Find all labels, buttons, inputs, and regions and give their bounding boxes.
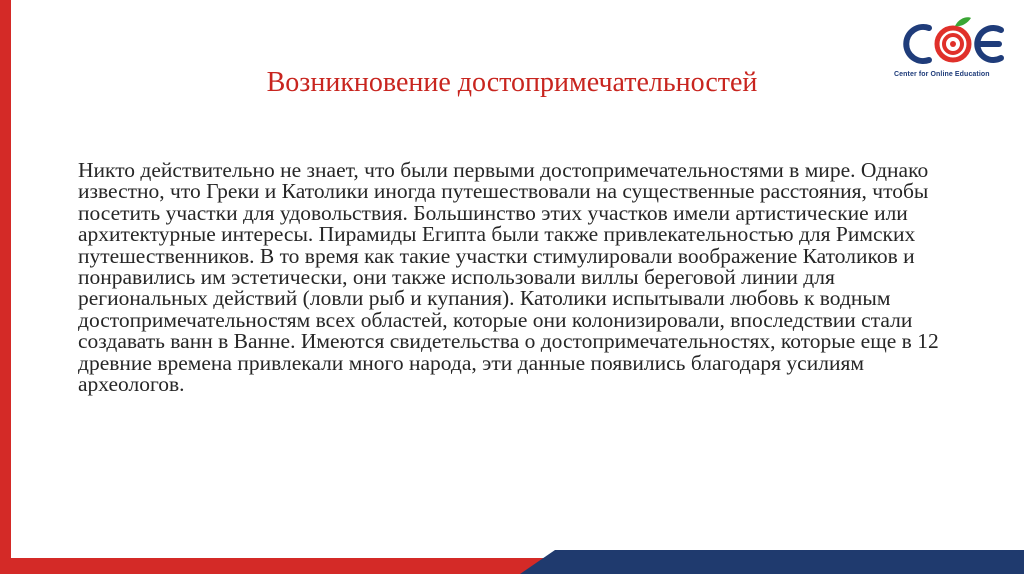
coe-logo — [893, 6, 1009, 76]
logo-tagline: Center for Online Education — [894, 71, 990, 78]
slide-body-text: Никто действительно не знает, что были первыми достопримечательностями в мире. Однако известно, что Греки и Католики иногда путешествовали на существенные расстояния, чтобы посетить участки для удовольствия. Большинство этих участков имели артистические или архитектурные интересы. Пирамиды Египта были также привлекательностью для Римских путешественников. В то время как такие участки стимулировали воображение Католиков и понравились им эстетически, они также использовали виллы береговой линии для региональных действий (ловли рыб и купания). Католики испытывали любовь к водным достопримечательностям всех областей, которые они колонизировали, впоследствии стали создавать ванн в Ванне. Имеются свидетельства о достопримечательностях, которые еще в 12 древние времена привлекали много народа, эти данные появились благодаря усилиям археологов. — [78, 158, 939, 397]
bottom-decorative-band — [0, 550, 1024, 574]
slide-title: Возникновение достопримечательностей — [266, 67, 758, 98]
